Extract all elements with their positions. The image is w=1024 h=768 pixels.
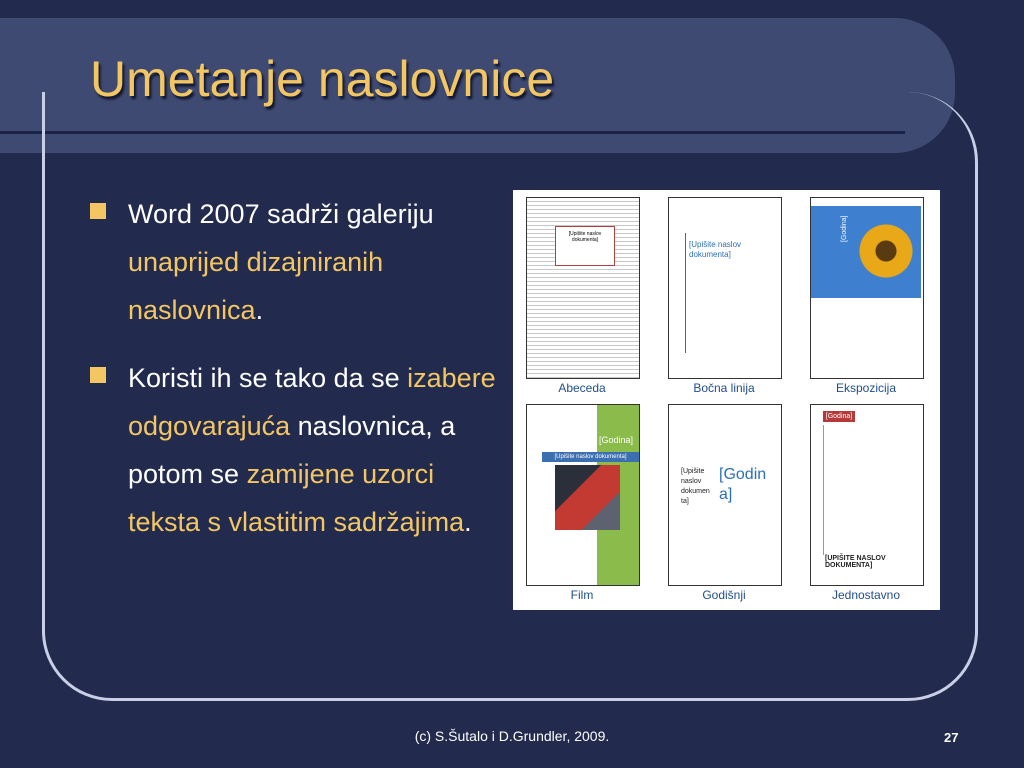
title-strip: [Upišite naslov dokumenta]: [542, 452, 639, 462]
bullet-text: .: [464, 507, 472, 537]
bullet-text: Word 2007 sadrži galeriju: [128, 199, 434, 229]
thumbnail-jednostavno[interactable]: [810, 404, 924, 586]
train-image: [555, 465, 620, 530]
thumb-title: [Upišite naslov dokumenta]: [689, 240, 742, 259]
square-bullet-icon: [90, 367, 106, 383]
cover-page-gallery: [513, 190, 940, 610]
caption-godisnji: Godišnji: [702, 588, 746, 602]
title-box: [Upišite naslov dokumenta]: [555, 226, 615, 266]
bullet-text: Koristi ih se tako da se: [128, 363, 408, 393]
slide-footer: (c) S.Šutalo i D.Grundler, 2009.: [414, 728, 610, 744]
bullet-text: .: [255, 295, 264, 325]
square-bullet-icon: [90, 203, 106, 219]
thumb-year: [Godin a]: [719, 466, 767, 503]
caption-bocna-linija: Bočna linija: [693, 381, 755, 395]
thumb-title: [Upišite naslov dokumen ta]: [681, 468, 710, 505]
caption-film: Film: [570, 588, 594, 602]
bullet-highlight: izabere odgovarajuća: [128, 363, 496, 441]
bullet-highlight: unaprijed dizajniranih naslovnica: [128, 247, 384, 325]
thumbnail-bocna-linija[interactable]: [668, 197, 782, 379]
page-number: 27: [944, 730, 959, 745]
bullet-item: [90, 190, 500, 334]
thumbnail-film[interactable]: [526, 404, 640, 586]
thumb-year: [Godina]: [599, 435, 634, 445]
slide-title: Umetanje naslovnice: [90, 51, 555, 107]
thumbnail-ekspozicija[interactable]: [810, 197, 924, 379]
bullet-text: naslovnica, a potom se: [128, 411, 456, 489]
caption-ekspozicija: Ekspozicija: [835, 381, 897, 395]
side-line: [685, 233, 686, 353]
thumbnail-abeceda[interactable]: [526, 197, 640, 379]
sunflower-image: [811, 206, 921, 298]
thumb-year: [Godina]: [823, 411, 855, 422]
thumb-title: [UPIŠITE NASLOV DOKUMENTA]: [825, 555, 886, 569]
thumbnail-godisnji[interactable]: [668, 404, 782, 586]
caption-jednostavno: Jednostavno: [831, 588, 901, 602]
bullet-item: [90, 354, 500, 546]
bullet-highlight: zamijene uzorci teksta s vlastitim sadržajima: [128, 459, 465, 537]
thumb-year: [Godina]: [841, 215, 848, 242]
caption-abeceda: Abeceda: [558, 381, 606, 395]
bullet-list: [90, 190, 500, 566]
side-line: [823, 425, 824, 555]
